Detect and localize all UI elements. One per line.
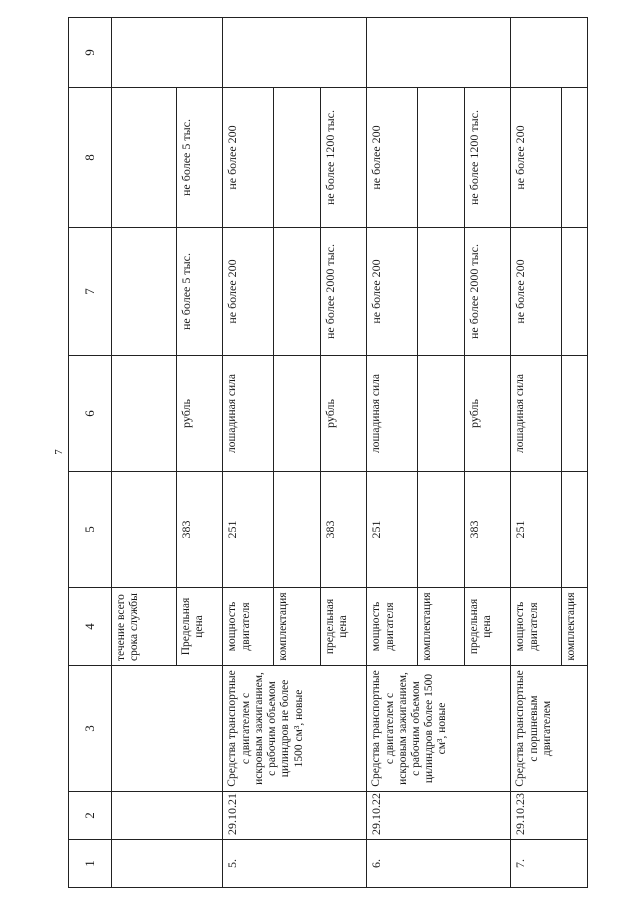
- header-row: [69, 18, 112, 888]
- item-code: 29.10.21: [223, 792, 367, 840]
- item-name: Средства транспортные с двигателем с искровым зажиганием, с рабочим объемом цилиндров более 1500 см³, новые: [367, 666, 511, 792]
- table-cell: 383: [464, 472, 510, 588]
- table-cell: комплектация: [274, 588, 320, 666]
- item-name: Средства транспортные с поршневым двигателем: [511, 666, 588, 792]
- item-number: 5.: [223, 840, 367, 888]
- table-cell: 251: [367, 472, 418, 588]
- table-cell: предельная цена: [320, 588, 366, 666]
- table-cell: 383: [176, 472, 222, 588]
- table-cell: не более 2000 тыс.: [464, 228, 510, 356]
- table-cell: 251: [511, 472, 562, 588]
- table-cell: не более 200: [511, 228, 562, 356]
- page-number: 7: [52, 449, 65, 455]
- table-cell: комплектация: [418, 588, 464, 666]
- table-cell: не более 5 тыс.: [176, 228, 222, 356]
- table-row: [111, 18, 176, 888]
- table-cell: рубль: [464, 356, 510, 472]
- table-row-item7: [511, 18, 562, 888]
- table-cell: не более 200: [223, 88, 274, 228]
- table-cell: Предельная цена: [176, 588, 222, 666]
- table-cell: мощность двигателя: [367, 588, 418, 666]
- item-name: Средства транспортные с двигателем с искровым зажиганием, с рабочим объемом цилиндров не более 1500 см³, новые: [223, 666, 367, 792]
- specification-table: [68, 17, 588, 888]
- table-cell: не более 200: [367, 88, 418, 228]
- table-cell: лошадиная сила: [511, 356, 562, 472]
- table-cell: не более 1200 тыс.: [464, 88, 510, 228]
- table-cell: мощность двигателя: [511, 588, 562, 666]
- table-cell: лошадиная сила: [223, 356, 274, 472]
- intro-cell: течение всего срока службы: [111, 588, 176, 666]
- item-code: 29.10.23: [511, 792, 588, 840]
- header-cell: 7: [69, 228, 112, 356]
- item-code: 29.10.22: [367, 792, 511, 840]
- document-table-rotated: [68, 18, 588, 888]
- item-number: 6.: [367, 840, 511, 888]
- table-cell: не более 1200 тыс.: [320, 88, 366, 228]
- table-cell: комплектация: [562, 588, 588, 666]
- item-number: 7.: [511, 840, 588, 888]
- table-cell: 251: [223, 472, 274, 588]
- header-cell: 9: [69, 18, 112, 88]
- table-cell: не более 5 тыс.: [176, 88, 222, 228]
- table-cell: не более 200: [511, 88, 562, 228]
- table-cell: не более 2000 тыс.: [320, 228, 366, 356]
- header-cell: 6: [69, 356, 112, 472]
- table-cell: предельная цена: [464, 588, 510, 666]
- header-cell: 5: [69, 472, 112, 588]
- header-cell: 3: [69, 666, 112, 792]
- table-cell: рубль: [176, 356, 222, 472]
- table-cell: лошадиная сила: [367, 356, 418, 472]
- header-cell: 1: [69, 840, 112, 888]
- table-cell: не более 200: [223, 228, 274, 356]
- table-row-item6: [367, 18, 418, 888]
- table-cell: не более 200: [367, 228, 418, 356]
- table-cell: 383: [320, 472, 366, 588]
- table-cell: рубль: [320, 356, 366, 472]
- table-cell: мощность двигателя: [223, 588, 274, 666]
- header-cell: 2: [69, 792, 112, 840]
- header-cell: 8: [69, 88, 112, 228]
- table-row-item5: [223, 18, 274, 888]
- header-cell: 4: [69, 588, 112, 666]
